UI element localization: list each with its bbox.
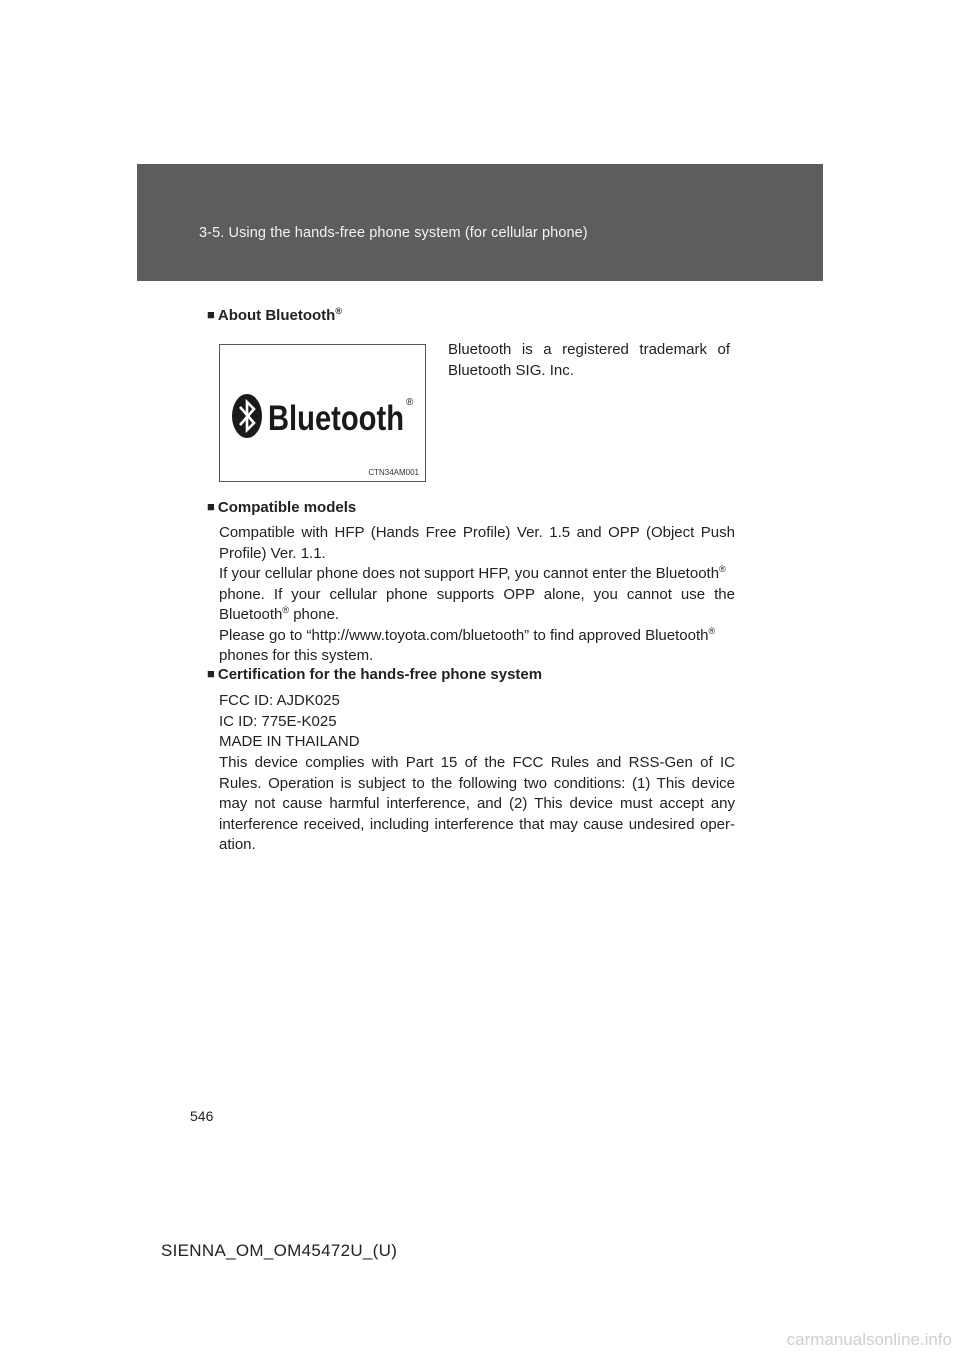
section-marker: ■ — [207, 666, 215, 681]
figure-code: CTN34AM001 — [368, 468, 419, 477]
about-bluetooth-heading: ■ About Bluetooth® — [207, 306, 342, 324]
ic-id: IC ID: 775E-K025 — [219, 712, 337, 730]
bluetooth-logo — [230, 392, 414, 440]
document-id: SIENNA_OM_OM45472U_(U) — [161, 1241, 398, 1260]
bluetooth-rune-icon — [232, 394, 262, 438]
bluetooth-logo-figure — [219, 344, 426, 482]
fcc-id: FCC ID: AJDK025 — [219, 692, 340, 709]
watermark: carmanualsonline.info — [786, 1330, 952, 1349]
compatible-models-heading: ■ Compatible models — [207, 499, 357, 516]
header-bar — [137, 164, 823, 281]
logo-registered-mark: ® — [406, 397, 414, 408]
section-label: 3-5. Using the hands-free phone system (for cellular phone) — [199, 225, 588, 241]
trademark-note: Bluetooth is a registered trademark of Bluetooth SIG. Inc. — [448, 341, 730, 379]
made-in: MADE IN THAILAND — [219, 733, 360, 750]
logo-wordmark: Bluetooth — [268, 399, 404, 438]
section-marker: ■ — [207, 499, 215, 514]
certification-ids — [219, 691, 360, 753]
section-marker: ■ — [207, 307, 215, 322]
compliance-text: This device complies with Part 15 of the FCC Rules and RSS-Gen of IC Rules. Operation is subject to the following two conditions: (1) This device may not cause harmful interference, and (2) This device must accept any interference received, including interference that may cause undesired oper- ation. — [219, 754, 735, 853]
page-number: 546 — [190, 1108, 214, 1124]
compatible-models-text: Compatible with HFP (Hands Free Profile) Ver. 1.5 and OPP (Object Push Profile) Ver. 1.1. If your cellular phone does not support HFP, you cannot enter the Bluetooth® phone. If your cellular phone supports OPP alone, you cannot use the Bluetooth® phone. Please go to “http://www.toyota.com/bluetooth” to find approved Bluetooth® phones for this system. — [219, 524, 735, 664]
certification-heading: ■ Certification for the hands-free phone system — [207, 666, 543, 683]
